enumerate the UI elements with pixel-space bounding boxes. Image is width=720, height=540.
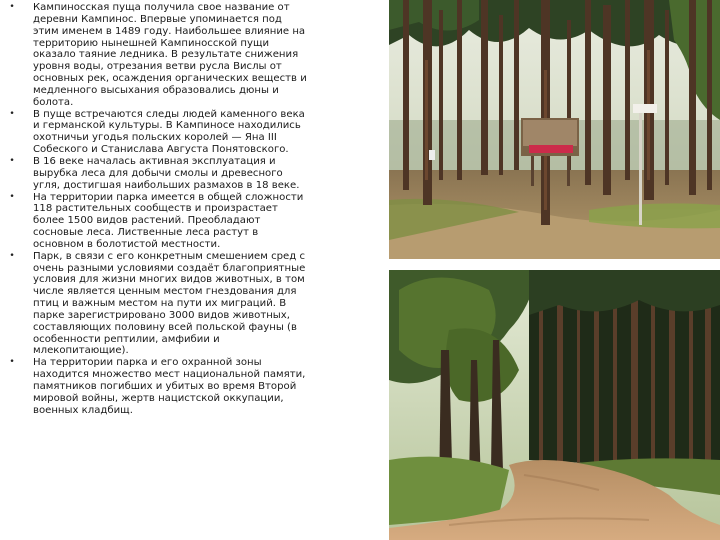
bullet-list — [8, 2, 308, 417]
bullet-text: Парк, в связи с его конкретным смешением сред с очень разными условиями создаёт благоприятные условия для жизни многих видов животных, в том числе является ценным местом гнездования для птиц и важным местом на пути их миграций. В парке зарегистрировано 3000 видов животных, составляющих половину всей польской фауны (в особенности рептилии, амфибии и млекопитающие). — [33, 250, 306, 357]
list-item — [8, 109, 308, 156]
bullet-marker: • — [9, 357, 15, 368]
bullet-marker: • — [9, 191, 15, 202]
bullet-marker: • — [9, 155, 15, 166]
list-item — [8, 251, 308, 358]
text-column — [8, 2, 308, 417]
bullet-text: На территории парка имеется в общей сложности 118 растительных сообществ и произрастает более 1500 видов растений. Преобладают сосновые леса. Лиственные леса растут в основном в болотистой местности. — [33, 191, 304, 250]
bullet-marker: • — [9, 108, 15, 119]
list-item — [8, 2, 308, 109]
bullet-text: Кампиносская пуща получила свое название от деревни Кампинос. Впервые упоминается под этим именем в 1489 году. Наибольшее влияние на территорию нынешней Кампиносской пущи оказало таяние ледника. В результате снижения уровня воды, отрезания ветви русла Вислы от основных рек, осаждения органических веществ и медленного высыхания образовались дюны и болота. — [33, 2, 307, 108]
forest-photo-road-image — [389, 270, 720, 540]
list-item — [8, 156, 308, 192]
list-item — [8, 192, 308, 251]
forest-photo-signboard-image — [389, 0, 720, 259]
bullet-marker: • — [9, 2, 15, 12]
bullet-text: В 16 веке началась активная эксплуатация и вырубка леса для добычи смолы и древесного угля, достигшая наибольших размахов в 18 веке. — [33, 155, 300, 191]
forest-photo-signboard — [389, 0, 720, 259]
bullet-text: В пуще встречаются следы людей каменного века и германской культуры. В Кампиносе находились охотничьи угодья польских королей — Яна III Собеского и Станислава Августа Понятовского. — [33, 108, 305, 156]
bullet-marker: • — [9, 250, 15, 261]
list-item — [8, 357, 308, 416]
bullet-text: На территории парка и его охранной зоны находится множество мест национальной памяти, памятников погибших и убитых во время Второй мировой войны, жертв нацистской оккупации, военных кладбищ. — [33, 357, 306, 416]
forest-photo-road — [389, 270, 720, 540]
